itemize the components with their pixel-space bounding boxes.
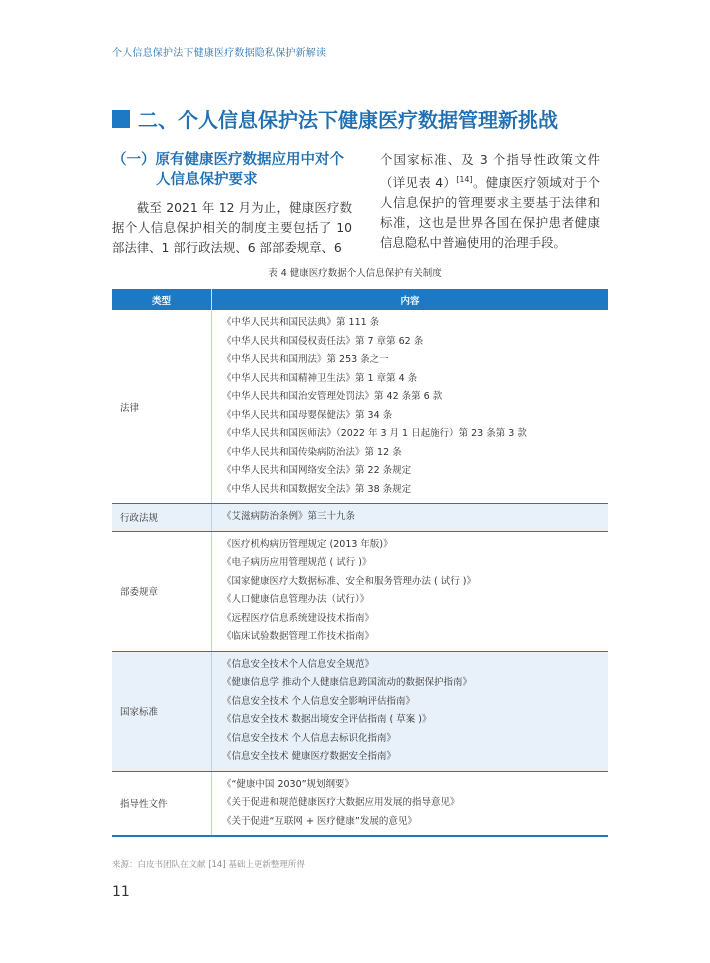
regulation-table [112,289,608,837]
subsection-title [112,150,352,190]
table-row [112,771,608,836]
running-header: 个人信息保护法下健康医疗数据隐私保护新解读 [112,48,327,59]
list-item: 《中华人民共和国传染病防治法》第 12 条 [222,446,402,458]
right-column [380,150,600,253]
header-content: 内容 [212,289,609,310]
section-heading [112,104,558,133]
citation-marker: [14] [456,175,473,184]
row-content [212,771,609,836]
right-paragraph-a: 个国家标准、及 3 个指导性政策文件（详见表 4） [380,152,600,191]
row-content [212,504,609,532]
subsection-title-line1: （一）原有健康医疗数据应用中对个 [112,152,344,168]
row-content [212,310,609,504]
list-item: 《人口健康信息管理办法（试行）》 [222,594,370,605]
right-paragraph-b: 。健康医疗领域对于个人信息保护的管理要求主要基于法律和标准，这也是世界各国在保护患者健康信息隐私中普遍使用的治理手段。 [380,175,600,251]
list-item: 《中华人民共和国民法典》第 111 条 [222,317,380,328]
list-item: 《远程医疗信息系统建设技术指南》 [222,612,375,624]
list-item: 《艾滋病防治条例》第三十九条 [222,511,356,522]
row-category: 部委规章 [112,531,212,651]
row-content [212,531,609,651]
list-item: 《信息安全技术 健康医疗数据安全指南》 [222,751,397,762]
section-title: 二、个人信息保护法下健康医疗数据管理新挑战 [138,108,558,132]
list-item: 《“健康中国 2030”规划纲要》 [222,778,355,790]
list-item: 《中华人民共和国治安管理处罚法》第 42 条第 6 款 [222,391,443,402]
list-item: 《健康信息学 推动个人健康信息跨国流动的数据保护指南》 [222,677,473,688]
left-column [112,150,352,258]
row-category: 行政法规 [112,504,212,532]
header-type: 类型 [112,289,212,310]
list-item: 《中华人民共和国数据安全法》第 38 条规定 [222,483,412,495]
subsection-title-line2: 人信息保护要求 [156,172,258,188]
list-item: 《关于促进和规范健康医疗大数据应用发展的指导意见》 [222,797,460,808]
list-item: 《关于促进“互联网 + 医疗健康”发展的意见》 [222,815,417,827]
list-item: 《信息安全技术 个人信息安全影响评估指南》 [222,695,416,707]
table-caption: 表 4 健康医疗数据个人信息保护有关制度 [268,268,442,279]
list-item: 《国家健康医疗大数据标准、安全和服务管理办法 ( 试行 )》 [222,575,476,587]
list-item: 《中华人民共和国母婴保健法》第 34 条 [222,409,393,421]
list-item: 《临床试验数据管理工作技术指南》 [222,631,375,642]
list-item: 《中华人民共和国精神卫生法》第 1 章第 4 条 [222,372,418,384]
table-row [112,651,608,771]
list-item: 《信息安全技术个人信息安全规范》 [222,658,375,670]
table-row [112,310,608,504]
row-content [212,651,609,771]
source-note: 来源：白皮书团队在文献 [14] 基础上更新整理所得 [112,860,305,870]
table-row [112,531,608,651]
table-row [112,504,608,532]
list-item: 《中华人民共和国侵权责任法》第 7 章第 62 条 [222,335,424,347]
row-category: 法律 [112,310,212,504]
section-marker-square [112,110,130,128]
list-item: 《中华人民共和国刑法》第 253 条之一 [222,354,389,365]
list-item: 《信息安全技术 个人信息去标识化指南》 [222,732,397,744]
list-item: 《中华人民共和国网络安全法》第 22 条规定 [222,465,412,476]
list-item: 《信息安全技术 数据出境安全评估指南 ( 草案 )》 [222,714,432,725]
page-number: 11 [112,884,130,900]
row-category: 指导性文件 [112,771,212,836]
list-item: 《医疗机构病历管理规定 (2013 年版)》 [222,538,393,550]
row-category: 国家标准 [112,651,212,771]
left-paragraph: 截至 2021 年 12 月为止，健康医疗数据个人信息保护相关的制度主要包括了 10 部法律、1 部行政法规、6 部部委规章、6 [112,200,352,255]
list-item: 《电子病历应用管理规范 ( 试行 )》 [222,557,372,568]
table-header-row [112,289,608,310]
list-item: 《中华人民共和国医师法》（2022 年 3 月 1 日起施行）第 23 条第 3 款 [222,428,527,439]
